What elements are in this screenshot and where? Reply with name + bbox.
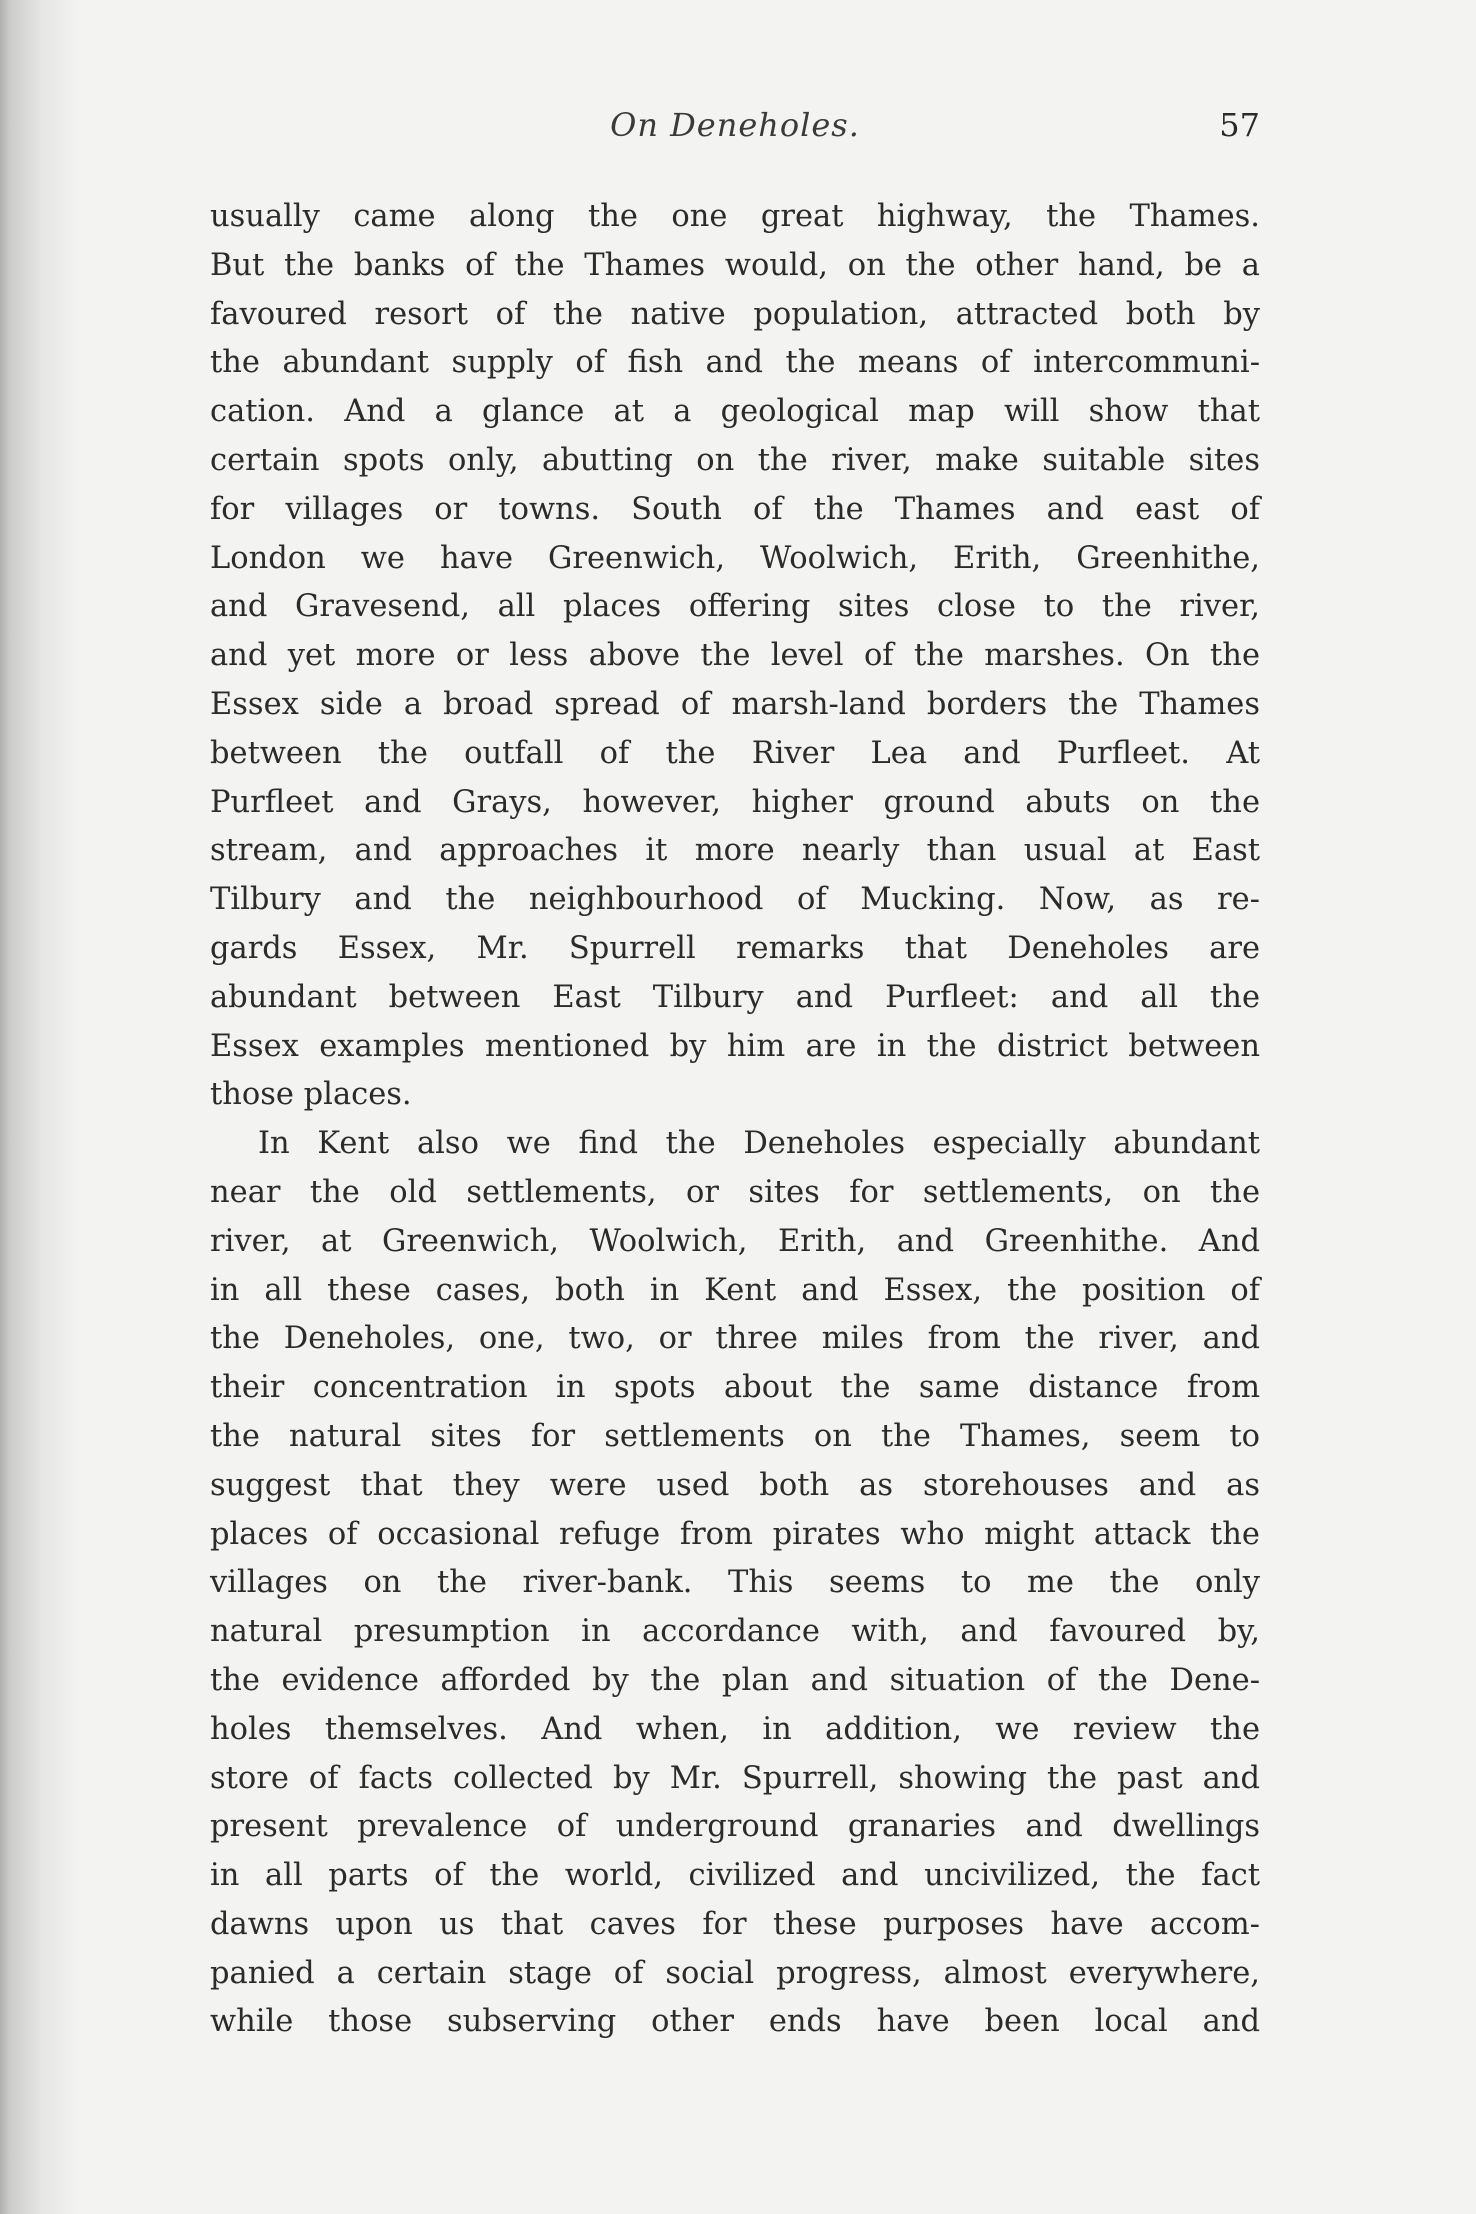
text-line: usually came along the one great highway, the Thames. [210,199,1260,234]
text-line: Tilbury and the neighbourhood of Mucking. Now, as re- [210,882,1260,918]
text-line: river, at Greenwich, Woolwich, Erith, and Greenhithe. And [210,1223,1260,1259]
text-line: holes themselves. And when, in addition, we review the [210,1711,1260,1747]
text-line: the evidence afforded by the plan and situation of the Dene- [210,1662,1260,1698]
text-line: the Deneholes, one, two, or three miles from the river, and [210,1321,1260,1357]
paragraph-1 [210,193,1260,1120]
text-line: abundant between East Tilbury and Purfleet: and all the [210,979,1260,1015]
running-title: On Deneholes. [610,106,860,144]
text-line: But the banks of the Thames would, on the other hand, be a [210,247,1260,283]
text-line: favoured resort of the native population, attracted both by [210,296,1260,332]
text-line: the abundant supply of fish and the means of intercommuni- [210,345,1260,381]
text-line: Essex examples mentioned by him are in the district between [210,1028,1260,1064]
text-line: in all parts of the world, civilized and uncivilized, the fact [210,1858,1260,1894]
text-line: places of occasional refuge from pirates who might attack the [210,1516,1260,1552]
text-line: panied a certain stage of social progress, almost everywhere, [210,1955,1260,1991]
text-line: cation. And a glance at a geological map will show that [210,394,1260,430]
text-line: in all these cases, both in Kent and Essex, the position of [210,1272,1260,1308]
page-number: 57 [1219,106,1260,144]
text-line: In Kent also we find the Deneholes especially abundant [258,1126,1260,1162]
text-line: stream, and approaches it more nearly than usual at East [210,833,1260,869]
text-line: natural presumption in accordance with, and favoured by, [210,1614,1260,1650]
text-line: near the old settlements, or sites for settlements, on the [210,1174,1260,1210]
running-head [210,106,1260,166]
text-line: villages on the river-bank. This seems to me the only [210,1565,1260,1601]
body-text [210,193,1260,2047]
text-line: store of facts collected by Mr. Spurrell, showing the past and [210,1760,1260,1796]
text-line: and Gravesend, all places offering sites close to the river, [210,589,1260,625]
text-line: those places. [210,1077,412,1113]
paragraph-2 [210,1120,1260,2047]
text-line: dawns upon us that caves for these purposes have accom- [210,1906,1260,1942]
text-line: certain spots only, abutting on the river, make suitable sites [210,442,1260,478]
text-line: for villages or towns. South of the Thames and east of [210,491,1260,527]
text-line: and yet more or less above the level of the marshes. On the [210,638,1260,674]
text-line: the natural sites for settlements on the Thames, seem to [210,1418,1260,1454]
text-line: their concentration in spots about the same distance from [210,1370,1260,1406]
text-line: between the outfall of the River Lea and Purfleet. At [210,735,1260,771]
text-line: while those subserving other ends have been local and [210,2004,1260,2040]
text-line: Essex side a broad spread of marsh-land borders the Thames [210,686,1260,722]
text-line: Purfleet and Grays, however, higher ground abuts on the [210,784,1260,820]
text-line: present prevalence of underground granaries and dwellings [210,1809,1260,1845]
text-line: suggest that they were used both as storehouses and as [210,1467,1260,1503]
text-line: gards Essex, Mr. Spurrell remarks that Deneholes are [210,930,1260,966]
text-line: London we have Greenwich, Woolwich, Erith, Greenhithe, [210,540,1260,576]
